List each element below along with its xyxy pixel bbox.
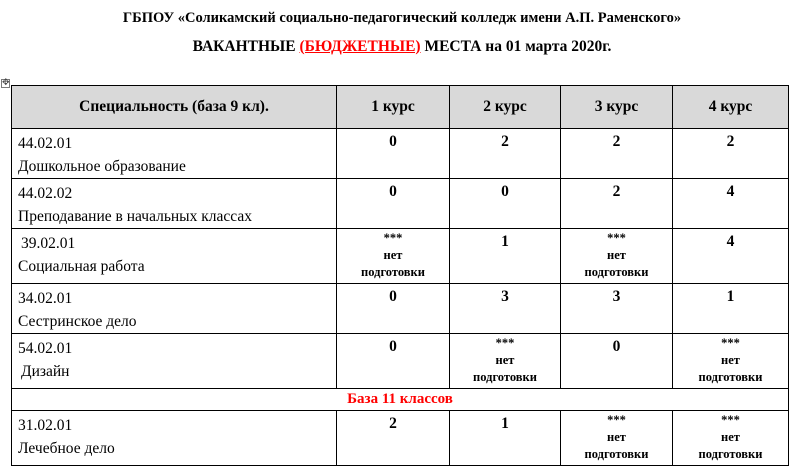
specialty-code: 44.02.02 <box>18 185 73 202</box>
course4-cell <box>673 284 789 334</box>
course4-cell <box>673 229 789 284</box>
course1-value: 0 <box>389 288 397 305</box>
course4-cell <box>673 411 789 466</box>
column-header-course2: 2 курс <box>450 86 561 129</box>
column-header-course1: 1 курс <box>337 86 450 129</box>
course1-value: 0 <box>389 338 397 355</box>
title-part1: ВАКАНТНЫЕ <box>192 38 296 55</box>
course3-cell <box>561 411 673 466</box>
course1-value: 0 <box>389 183 397 200</box>
document-title <box>0 38 804 56</box>
course4-cell <box>673 334 789 389</box>
course4-cell <box>673 179 789 229</box>
column-header-course3: 3 курс <box>561 86 673 129</box>
section-row <box>12 389 789 411</box>
course4-value: 1 <box>726 288 735 305</box>
no-training-note: *** нет подготовки <box>698 336 763 384</box>
column-header-course4: 4 курс <box>673 86 789 129</box>
specialty-cell <box>12 179 337 229</box>
no-training-note: *** нет подготовки <box>361 231 425 279</box>
course1-cell <box>337 284 450 334</box>
specialty-cell <box>12 411 337 466</box>
move-arrows-icon[interactable]: ✥ <box>2 78 10 88</box>
course3-value: 0 <box>612 338 621 355</box>
specialty-name: Преподавание в начальных классах <box>18 208 252 225</box>
specialty-name: Лечебное дело <box>18 440 115 457</box>
specialty-name: Сестринское дело <box>18 313 137 330</box>
specialty-name: Социальная работа <box>18 258 145 275</box>
column-header-specialty: Специальность (база 9 кл). <box>12 86 337 129</box>
course4-value: 4 <box>726 233 735 250</box>
no-training-note: *** нет подготовки <box>584 231 649 279</box>
table-row <box>12 334 789 389</box>
college-name: ГБПОУ «Соликамский социально-педагогический колледж имени А.П. Раменского» <box>122 10 682 26</box>
specialty-code: 54.02.01 <box>18 340 73 357</box>
course2-cell <box>450 411 561 466</box>
specialty-code: 31.02.01 <box>18 417 73 434</box>
course4-value: 2 <box>726 133 735 150</box>
course3-value: 2 <box>612 133 621 150</box>
specialty-code: 44.02.01 <box>18 135 73 152</box>
table-row <box>12 284 789 334</box>
course1-cell <box>337 179 450 229</box>
course3-cell <box>561 284 673 334</box>
course3-cell <box>561 334 673 389</box>
specialty-cell <box>12 334 337 389</box>
no-training-note: *** нет подготовки <box>584 413 649 461</box>
course1-cell <box>337 334 450 389</box>
course4-cell <box>673 129 789 179</box>
no-training-note: *** нет подготовки <box>473 336 537 384</box>
table-row <box>12 179 789 229</box>
course1-cell <box>337 411 450 466</box>
course3-cell <box>561 179 673 229</box>
course1-cell <box>337 129 450 179</box>
course2-value: 2 <box>501 133 509 150</box>
course2-value: 0 <box>501 183 509 200</box>
course3-cell <box>561 129 673 179</box>
specialty-cell <box>12 229 337 284</box>
table-row <box>12 411 789 466</box>
title-part2: МЕСТА на 01 марта 2020г. <box>424 38 612 55</box>
specialty-code: 39.02.01 <box>21 235 76 252</box>
course3-cell <box>561 229 673 284</box>
course1-cell <box>337 229 450 284</box>
table-header-row <box>12 86 789 129</box>
course2-value: 1 <box>501 415 509 432</box>
course1-value: 0 <box>389 133 397 150</box>
course4-value: 4 <box>726 183 735 200</box>
course1-value: 2 <box>389 415 397 432</box>
title-highlight: (БЮДЖЕТНЫЕ) <box>299 38 421 55</box>
specialty-name: Дизайн <box>21 363 70 380</box>
course2-value: 1 <box>501 233 509 250</box>
course3-value: 3 <box>612 288 621 305</box>
specialty-name: Дошкольное образование <box>18 158 186 175</box>
specialty-cell <box>12 129 337 179</box>
course2-cell <box>450 179 561 229</box>
course3-value: 2 <box>612 183 621 200</box>
course2-cell <box>450 334 561 389</box>
course2-cell <box>450 129 561 179</box>
table-row <box>12 229 789 284</box>
vacancies-table <box>11 85 789 466</box>
section-base11: База 11 классов <box>12 389 789 411</box>
course2-cell <box>450 229 561 284</box>
no-training-note: *** нет подготовки <box>698 413 763 461</box>
specialty-code: 34.02.01 <box>18 290 73 307</box>
table-row <box>12 129 789 179</box>
course2-value: 3 <box>501 288 509 305</box>
specialty-cell <box>12 284 337 334</box>
course2-cell <box>450 284 561 334</box>
